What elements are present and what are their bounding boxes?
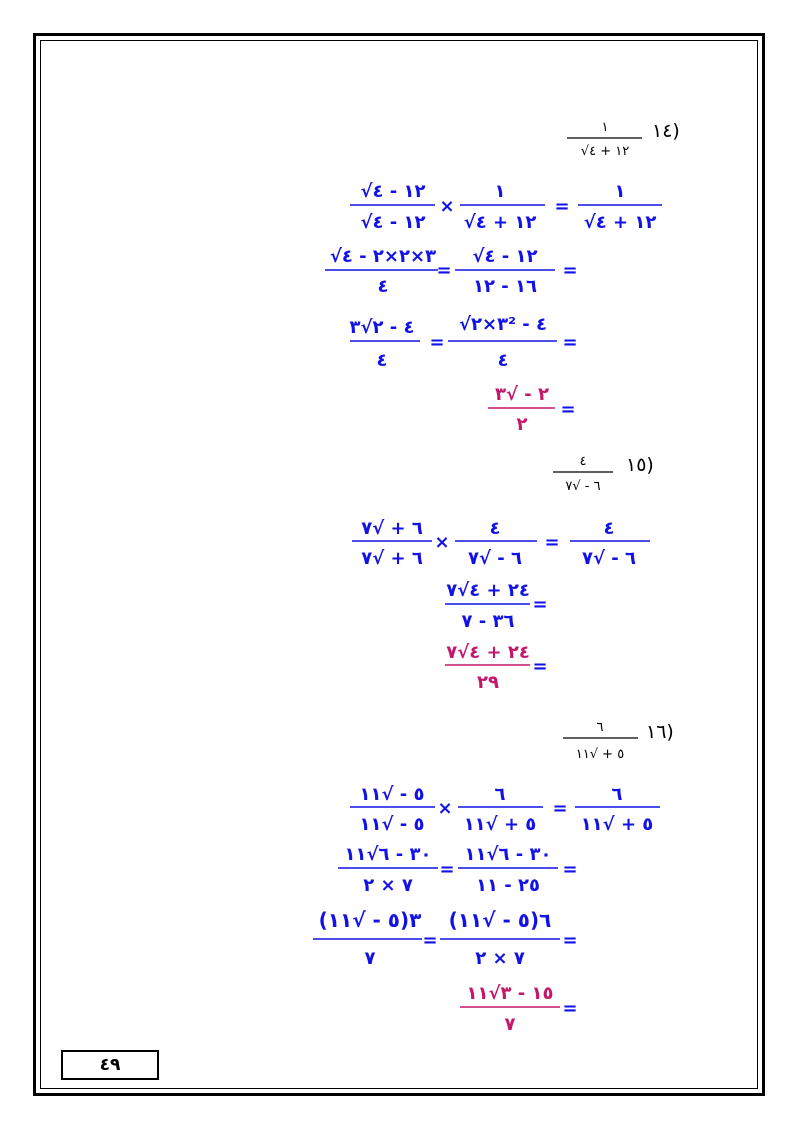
denominator: ٧ × ٢ [475,948,525,969]
step-4-result [488,384,576,435]
numerator: ٤ [489,518,501,539]
equals-sign: = [554,196,570,217]
step-2 [338,844,578,896]
denominator: ٥ + √١١ [575,747,625,762]
numerator: ١٥ - ٣√١١ [466,983,554,1004]
numerator: ٤ [579,454,587,469]
denominator: ٦ + √٧ [361,548,423,569]
numerator: ٦ [494,784,506,805]
question-fraction [553,454,613,494]
equals-sign: = [422,930,438,951]
numerator: ٤ [603,518,615,539]
equals-sign: = [552,798,568,819]
numerator: ٢٤ + ٤√٧ [446,580,530,601]
problem-16 [313,720,674,1035]
numerator: ٤ - ٢√٣ [349,317,415,338]
equals-sign: = [436,260,452,281]
question-fraction [563,720,638,762]
denominator: ٤ [497,350,509,371]
numerator: ٣٠ - ٦√١١ [344,844,432,865]
problem-label: ١٤) [652,120,680,142]
problem-label: ١٥) [626,454,654,476]
step-4-result [460,983,578,1035]
denominator: √١٢ - ٤ [360,212,426,233]
step-2 [445,580,548,632]
denominator: ٦ - √٧ [581,548,637,569]
step-1 [350,181,662,233]
equals-sign: = [562,859,578,880]
step-1 [350,784,660,835]
numerator: ٦ [611,784,623,805]
denominator: ٧ [364,948,376,969]
numerator: ٦ + √٧ [361,518,423,539]
step-3 [313,908,578,969]
denominator: ٤ [377,276,389,297]
equals-sign: = [429,332,445,353]
numerator: ١ [614,181,626,202]
denominator: ٢٩ [477,672,499,693]
problem-label: ١٦) [646,721,674,743]
equals-sign: = [562,332,578,353]
numerator: ٢ - √٣ [494,384,550,405]
equals-sign: = [439,859,455,880]
step-2 [325,246,578,297]
equals-sign: = [562,260,578,281]
numerator: ٦(٥ - √١١) [448,908,552,932]
denominator: ٦ - √٧ [467,548,523,569]
equals-sign: = [560,399,576,420]
denominator: ٥ + √١١ [580,814,654,835]
numerator: ١ [601,120,609,135]
numerator: ٣٠ - ٦√١١ [464,844,552,865]
numerator: √٣×٢×٢ - ٤ [329,246,437,267]
denominator: ٧ × ٢ [363,875,413,896]
equals-sign: = [562,930,578,951]
page-number-box: ٤٩ [61,1050,159,1080]
denominator: ٢ [516,414,528,435]
denominator: ١٦ - ١٢ [473,276,537,297]
times-sign: × [437,798,453,819]
equals-sign: = [532,656,548,677]
denominator: ٥ - √١١ [359,814,425,835]
denominator: √١٢ + ٤ [583,212,657,233]
step-3-result [445,642,548,693]
numerator: √٣×٢² - ٤ [459,314,547,335]
denominator: ٣٦ - ٧ [461,611,515,632]
numerator: ٢٤ + ٤√٧ [446,642,530,663]
numerator: ٥ - √١١ [359,784,425,805]
denominator: ٢٥ - ١١ [476,875,540,896]
equals-sign: = [532,594,548,615]
times-sign: × [434,532,450,553]
question-fraction [567,120,642,159]
equals-sign: = [562,998,578,1019]
denominator: √١٢ + ٤ [580,144,630,159]
numerator: √١٢ - ٤ [360,181,426,202]
denominator: ٧ [504,1014,516,1035]
numerator: ٣(٥ - √١١) [318,908,422,932]
problem-14 [325,120,680,435]
step-3 [349,314,577,371]
equals-sign: = [544,532,560,553]
denominator: ٦ - √٧ [565,479,601,494]
numerator: √١٢ - ٤ [472,246,538,267]
step-1 [352,518,650,569]
denominator: √١٢ + ٤ [463,212,537,233]
problem-15 [352,454,654,693]
denominator: ٥ + √١١ [463,814,537,835]
denominator: ٤ [376,350,388,371]
numerator: ١ [494,181,506,202]
numerator: ٦ [596,720,604,735]
times-sign: × [439,196,455,217]
